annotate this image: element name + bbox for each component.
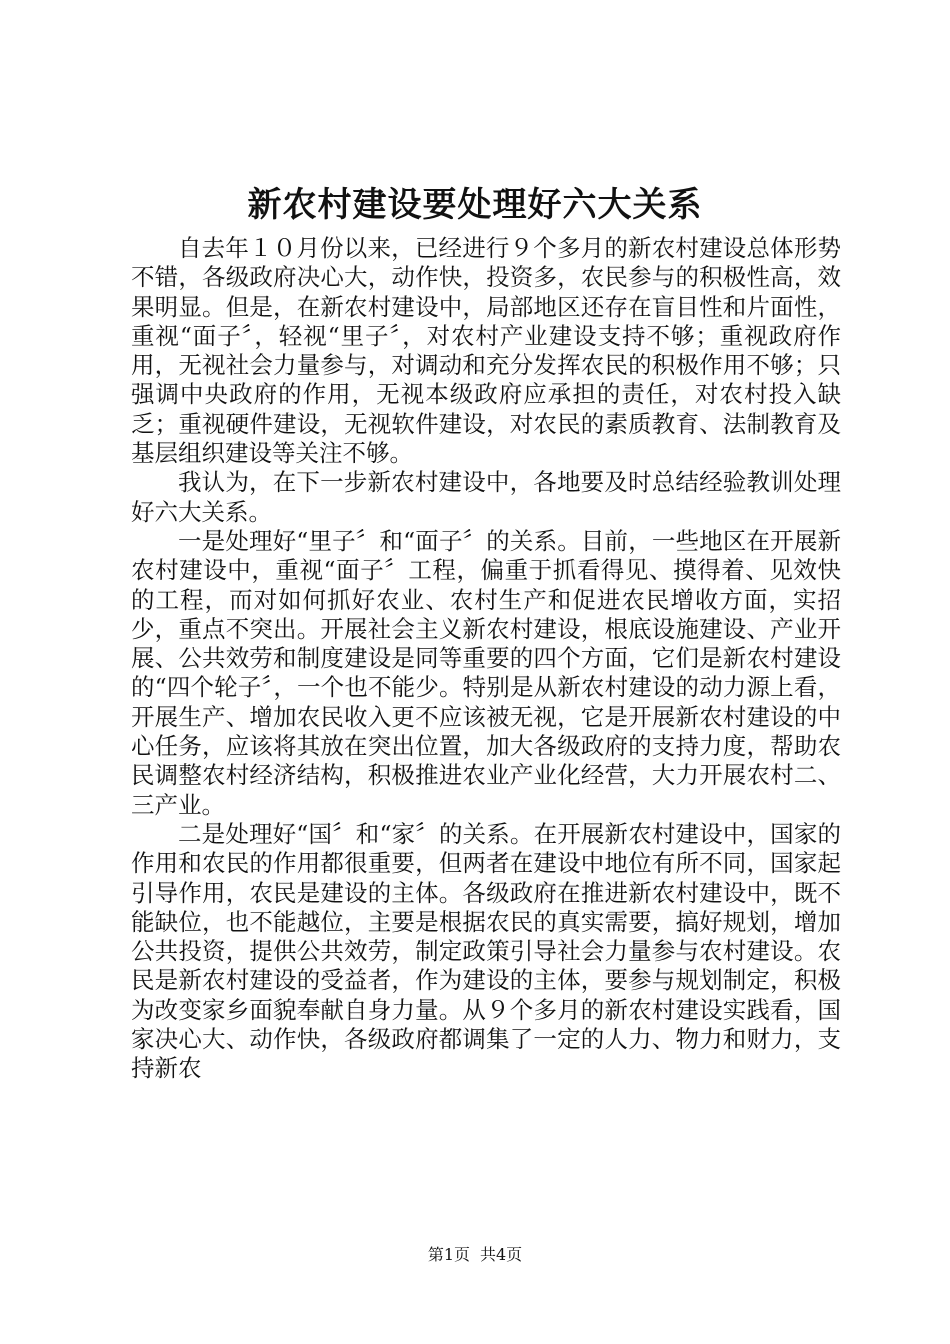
page-total: 共4页: [480, 1245, 523, 1264]
document-title: 新农村建设要处理好六大关系: [247, 185, 703, 225]
paragraph-intro: 自去年１０月份以来，已经进行９个多月的新农村建设总体形势不错，各级政府决心大，动作快，投资多，农民参与的积极性高，效果明显。但是，在新农村建设中，局部地区还存在盲目性和片面性，重视“面子〞，轻视“里子〞，对农村产业建设支持不够；重视政府作用，无视社会力量参与，对调动和充分发挥农民的积极作用不够；只强调中央政府的作用，无视本级政府应承担的责任，对农村投入缺乏；重视硬件建设，无视软件建设，对农民的素质教育、法制教育及基层组织建设等关注不够。: [131, 234, 841, 468]
paragraph-point-one: 一是处理好“里子〞和“面子〞的关系。目前，一些地区在开展新农村建设中，重视“面子〞工程，偏重于抓看得见、摸得着、见效快的工程，而对如何抓好农业、农村生产和促进农民增收方面，实招少，重点不突出。开展社会主义新农村建设，根底设施建设、产业开展、公共效劳和制度建设是同等重要的四个方面，它们是新农村建设的“四个轮子〞，一个也不能少。特别是从新农村建设的动力源上看，开展生产、增加农民收入更不应该被无视，它是开展新农村建设的中心任务，应该将其放在突出位置，加大各级政府的支持力度，帮助农民调整农村经济结构，积极推进农业产业化经营，大力开展农村二、三产业。: [131, 526, 841, 819]
document-body: [131, 234, 841, 1084]
paragraph-point-two: 二是处理好“国〞和“家〞的关系。在开展新农村建设中，国家的作用和农民的作用都很重要，但两者在建设中地位有所不同，国家起引导作用，农民是建设的主体。各级政府在推进新农村建设中，既不能缺位，也不能越位，主要是根据农民的真实需要，搞好规划，增加公共投资，提供公共效劳，制定政策引导社会力量参与农村建设。农民是新农村建设的受益者，作为建设的主体，要参与规划制定，积极为改变家乡面貌奉献自身力量。从９个多月的新农村建设实践看，国家决心大、动作快，各级政府都调集了一定的人力、物力和财力，支持新农: [131, 819, 841, 1083]
paragraph-thesis: 我认为，在下一步新农村建设中，各地要及时总结经验教训处理好六大关系。: [131, 468, 841, 526]
page-number: 第1页: [427, 1245, 470, 1264]
page-footer: [0, 1245, 950, 1265]
